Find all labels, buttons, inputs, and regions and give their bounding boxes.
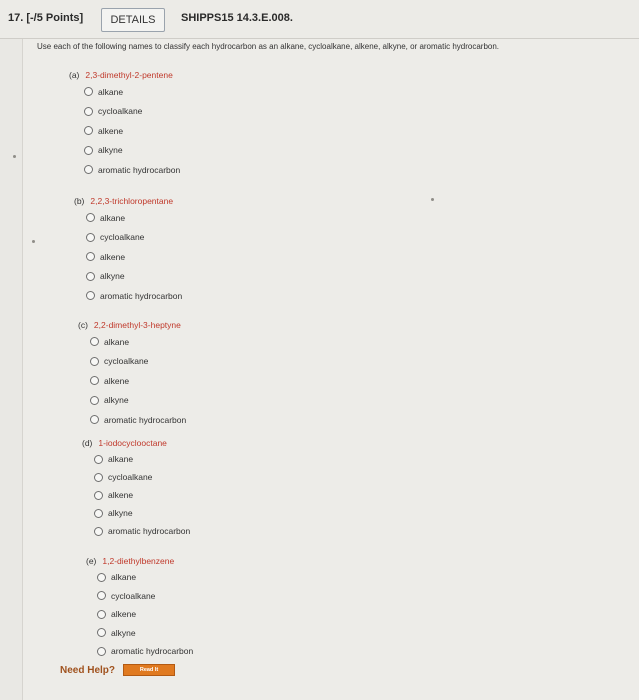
option-alkyne[interactable]: alkyne [97, 624, 193, 643]
part-letter: (e) [86, 556, 97, 566]
read-it-button[interactable]: Read It [123, 664, 175, 676]
option-cycloalkane[interactable]: cycloalkane [97, 587, 193, 606]
radio-button[interactable] [90, 357, 99, 366]
compound-name: 2,2-dimethyl-3-heptyne [93, 320, 181, 330]
option-aromatic-hydrocarbon[interactable]: aromatic hydrocarbon [94, 522, 190, 540]
instructions-text: Use each of the following names to classify each hydrocarbon as an alkane, cycloalkane, alkene, alkyne, or aromatic hydrocarbon. [37, 42, 500, 51]
compound-name: 2,2,3-trichloropentane [90, 196, 174, 206]
part-e [86, 556, 193, 661]
radio-button[interactable] [94, 491, 103, 500]
radio-button[interactable] [94, 455, 103, 464]
option-alkene[interactable]: alkene [84, 121, 180, 141]
radio-button[interactable] [90, 396, 99, 405]
radio-button[interactable] [84, 107, 93, 116]
option-alkane[interactable]: alkane [86, 208, 182, 228]
need-help-label: Need Help? [60, 664, 116, 676]
radio-button[interactable] [84, 87, 93, 96]
part-letter: (a) [69, 70, 80, 80]
radio-button[interactable] [90, 376, 99, 385]
radio-button[interactable] [86, 213, 95, 222]
radio-button[interactable] [84, 126, 93, 135]
part-letter: (b) [74, 196, 85, 206]
question-header [0, 0, 639, 39]
radio-button[interactable] [84, 165, 93, 174]
radio-button[interactable] [86, 252, 95, 261]
option-alkene[interactable]: alkene [90, 371, 186, 391]
option-alkane[interactable]: alkane [90, 332, 186, 352]
radio-button[interactable] [86, 272, 95, 281]
part-b [74, 196, 182, 306]
radio-button[interactable] [90, 337, 99, 346]
option-cycloalkane[interactable]: cycloalkane [84, 102, 180, 122]
radio-button[interactable] [86, 233, 95, 242]
option-alkyne[interactable]: alkyne [94, 504, 190, 522]
radio-button[interactable] [97, 628, 106, 637]
part-d [82, 438, 190, 540]
question-code: SHIPPS15 14.3.E.008. [181, 12, 293, 24]
part-letter: (d) [82, 438, 93, 448]
radio-button[interactable] [86, 291, 95, 300]
radio-button[interactable] [84, 146, 93, 155]
part-letter: (c) [78, 320, 88, 330]
option-aromatic-hydrocarbon[interactable]: aromatic hydrocarbon [86, 286, 182, 306]
option-alkyne[interactable]: alkyne [90, 391, 186, 411]
part-c [78, 320, 186, 430]
option-aromatic-hydrocarbon[interactable]: aromatic hydrocarbon [90, 410, 186, 430]
option-aromatic-hydrocarbon[interactable]: aromatic hydrocarbon [84, 160, 180, 180]
radio-button[interactable] [97, 610, 106, 619]
option-alkyne[interactable]: alkyne [84, 141, 180, 161]
details-button[interactable]: DETAILS [101, 8, 165, 32]
option-alkene[interactable]: alkene [94, 486, 190, 504]
option-alkane[interactable]: alkane [97, 568, 193, 587]
radio-button[interactable] [94, 527, 103, 536]
radio-button[interactable] [97, 591, 106, 600]
compound-name: 1,2-diethylbenzene [102, 556, 175, 566]
option-cycloalkane[interactable]: cycloalkane [86, 228, 182, 248]
radio-button[interactable] [94, 473, 103, 482]
option-alkyne[interactable]: alkyne [86, 267, 182, 287]
option-alkene[interactable]: alkene [86, 247, 182, 267]
option-alkene[interactable]: alkene [97, 605, 193, 624]
part-a [69, 70, 180, 180]
radio-button[interactable] [97, 647, 106, 656]
question-number: 17. [-/5 Points] [8, 12, 84, 24]
option-aromatic-hydrocarbon[interactable]: aromatic hydrocarbon [97, 642, 193, 661]
option-alkane[interactable]: alkane [84, 82, 180, 102]
compound-name: 1-iodocyclooctane [98, 438, 167, 448]
compound-name: 2,3-dimethyl-2-pentene [85, 70, 173, 80]
radio-button[interactable] [90, 415, 99, 424]
option-cycloalkane[interactable]: cycloalkane [90, 352, 186, 372]
speck-mark [431, 198, 434, 201]
speck-mark [13, 155, 16, 158]
option-cycloalkane[interactable]: cycloalkane [94, 468, 190, 486]
radio-button[interactable] [97, 573, 106, 582]
need-help-section [60, 664, 175, 676]
speck-mark [32, 240, 35, 243]
option-alkane[interactable]: alkane [94, 450, 190, 468]
radio-button[interactable] [94, 509, 103, 518]
